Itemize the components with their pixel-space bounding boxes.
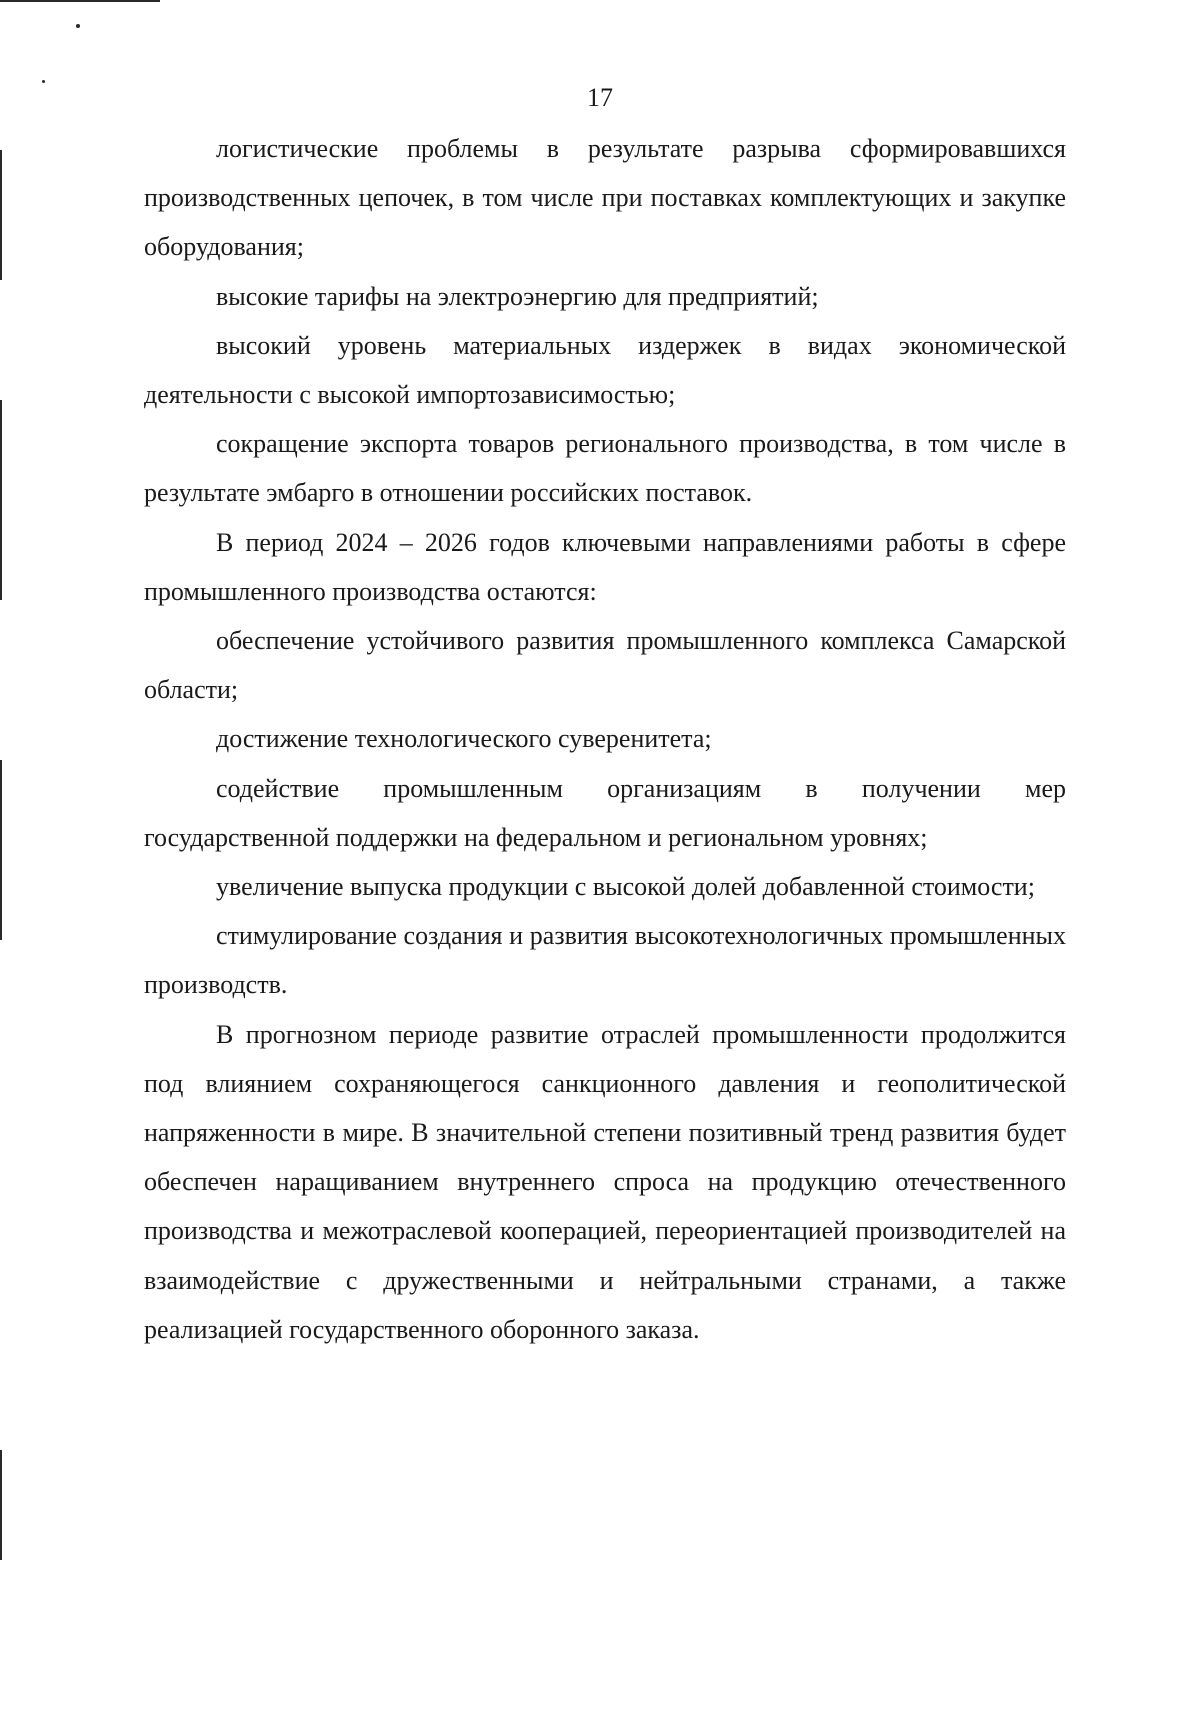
paragraph: В прогнозном периоде развитие отраслей промышленности продолжится под влиянием сохраняющегося санкционного давления и геополитической напряженности в мире. В значительной степени позитивный тренд развития будет обеспечен наращиванием внутреннего спроса на продукцию отечественного производства и межотраслевой кооперацией, переориентацией производителей на взаимодействие с дружественными и нейтральными странами, а также реализацией государственного оборонного заказа. [144,1019,1066,1344]
paragraph: стимулирование создания и развития высокотехнологичных промышленных производств. [144,921,1066,1000]
scan-artifact-top-line [0,0,160,2]
scan-artifact-left-bar-4 [0,1450,2,1560]
paragraph: В период 2024 – 2026 годов ключевыми направлениями работы в сфере промышленного производства остаются: [144,527,1066,606]
paragraph: обеспечение устойчивого развития промышленного комплекса Самарской области; [144,626,1066,705]
paragraph: высокие тарифы на электроэнергию для предприятий; [216,281,819,311]
paragraph: содействие промышленным организациям в получении мер государственной поддержки на федеральном и региональном уровнях; [144,773,1066,852]
paragraph: логистические проблемы в результате разрыва сформировавшихся производственных цепочек, в том числе при поставках комплектующих и закупке оборудования; [144,134,1066,262]
scan-artifact-left-bar-2 [0,400,2,600]
body-text [144,124,1066,1354]
scan-artifact-left-bar-3 [0,760,2,940]
page-number: 17 [587,83,613,112]
scan-artifact-dot-1 [76,24,80,28]
paragraph: высокий уровень материальных издержек в видах экономической деятельности с высокой импортозависимостью; [144,330,1066,410]
paragraph: достижение технологического суверенитета; [216,724,712,754]
paragraph: сокращение экспорта товаров регионального производства, в том числе в результате эмбарго в отношении российских поставок. [144,429,1066,508]
scan-artifact-left-bar-1 [0,150,2,280]
paragraph: увеличение выпуска продукции с высокой долей добавленной стоимости; [216,872,1035,902]
